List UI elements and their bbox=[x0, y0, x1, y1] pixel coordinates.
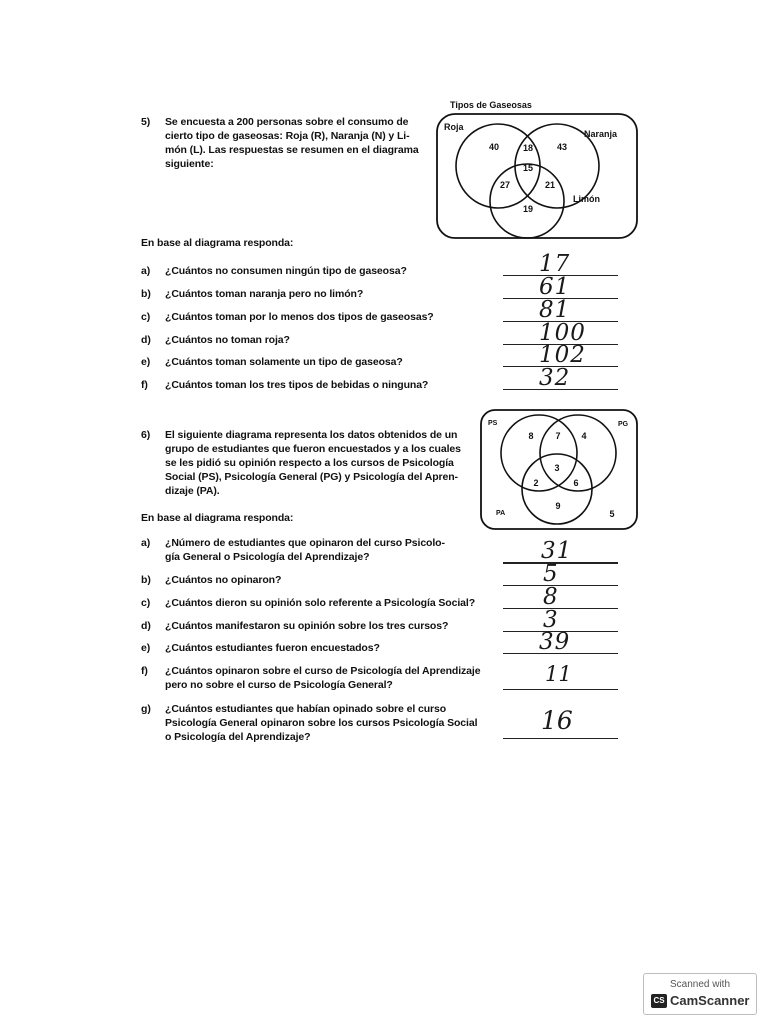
item-text-line: pero no sobre el curso de Psicología General? bbox=[165, 679, 393, 691]
venn-region-all-three: 3 bbox=[554, 463, 560, 473]
item-text: ¿Cuántos toman por lo menos dos tipos de gaseosas? bbox=[165, 311, 434, 323]
item-letter: f) bbox=[141, 379, 148, 391]
venn-label-roja: Roja bbox=[444, 122, 464, 132]
answer-field[interactable]: 11 bbox=[545, 662, 572, 686]
item-text bbox=[165, 619, 448, 633]
venn-region-naranja-only: 43 bbox=[556, 142, 568, 152]
venn-region-outside: 5 bbox=[609, 509, 615, 519]
question-6-line: El siguiente diagrama representa los datos obtenidos de un bbox=[165, 429, 458, 441]
venn-label-naranja: Naranja bbox=[584, 129, 618, 139]
watermark-scanned-text: Scanned with bbox=[669, 979, 731, 990]
venn-title: Tipos de Gaseosas bbox=[450, 100, 532, 110]
venn-region-limon-only: 19 bbox=[522, 204, 534, 214]
item-text-line: ¿Cuántos estudiantes fueron encuestados? bbox=[165, 642, 380, 654]
venn-region-all-three: 15 bbox=[522, 163, 534, 173]
question-5-intro: En base al diagrama responda: bbox=[141, 237, 294, 249]
item-letter: b) bbox=[141, 574, 151, 586]
venn-diagram-psicologia bbox=[476, 407, 642, 533]
item-text bbox=[165, 573, 281, 587]
question-5-line: món (L). Las respuestas se resumen en el diagrama bbox=[165, 144, 419, 156]
venn-region-ps-pa: 2 bbox=[533, 478, 539, 488]
item-text: ¿Cuántos toman solamente un tipo de gaseosa? bbox=[165, 356, 403, 368]
answer-field[interactable]: 100 bbox=[503, 322, 618, 345]
question-5-text bbox=[165, 115, 430, 171]
question-6-line: Social (PS), Psicología General (PG) y Psicología del Apren- bbox=[165, 471, 458, 483]
question-5-line: Se encuesta a 200 personas sobre el consumo de bbox=[165, 116, 409, 128]
item-text-line: ¿Cuántos manifestaron su opinión sobre los tres cursos? bbox=[165, 620, 449, 632]
item-text-line: ¿Cuántos dieron su opinión solo referente a Psicología Social? bbox=[165, 597, 476, 609]
answer-field[interactable]: 5 bbox=[503, 563, 618, 586]
question-6-text bbox=[165, 428, 475, 498]
venn-label-ps: PS bbox=[488, 420, 498, 427]
item-text bbox=[165, 641, 380, 655]
item-letter: g) bbox=[141, 703, 151, 715]
venn-region-roja-naranja: 18 bbox=[522, 143, 534, 153]
answer-field[interactable]: 17 bbox=[503, 253, 618, 276]
venn-region-ps-pg: 7 bbox=[555, 431, 561, 441]
venn-region-roja-only: 40 bbox=[488, 142, 500, 152]
answer-field[interactable]: 81 bbox=[503, 299, 618, 322]
question-6-line: dizaje (PA). bbox=[165, 485, 220, 497]
question-6-line: se les pidió su opinión respecto a los cursos de Psicología bbox=[165, 457, 454, 469]
item-letter: d) bbox=[141, 334, 151, 346]
item-text bbox=[165, 702, 477, 744]
item-letter: a) bbox=[141, 265, 151, 277]
venn-diagram-gaseosas bbox=[430, 96, 640, 242]
answer-underline bbox=[503, 738, 618, 739]
answer-field[interactable]: 61 bbox=[503, 276, 618, 299]
answer-field[interactable]: 31 bbox=[503, 540, 618, 563]
question-5-line: siguiente: bbox=[165, 158, 214, 170]
item-text: ¿Cuántos no toman roja? bbox=[165, 334, 290, 346]
venn-label-limon: Limón bbox=[573, 194, 600, 204]
camscanner-watermark bbox=[643, 973, 757, 1015]
venn-label-pa: PA bbox=[496, 510, 506, 517]
item-letter: b) bbox=[141, 288, 151, 300]
answer-field[interactable]: 102 bbox=[503, 344, 618, 367]
answer-field[interactable]: 3 bbox=[503, 609, 618, 632]
item-text: ¿Cuántos toman los tres tipos de bebidas o ninguna? bbox=[165, 379, 429, 391]
venn-circle-ps bbox=[501, 415, 577, 491]
venn-label-pg: PG bbox=[618, 421, 629, 428]
watermark-brand: CamScanner bbox=[670, 993, 750, 1008]
item-letter: e) bbox=[141, 642, 151, 654]
venn-region-ps-only: 8 bbox=[528, 431, 534, 441]
item-text bbox=[165, 536, 445, 564]
venn-region-naranja-limon: 21 bbox=[544, 180, 556, 190]
question-6-intro: En base al diagrama responda: bbox=[141, 512, 294, 524]
item-text-line: ¿Cuántos no opinaron? bbox=[165, 574, 282, 586]
venn-region-pa-only: 9 bbox=[555, 501, 561, 511]
answer-field[interactable]: 16 bbox=[541, 706, 573, 735]
item-letter: a) bbox=[141, 537, 151, 549]
venn-region-pg-pa: 6 bbox=[573, 478, 579, 488]
item-text bbox=[165, 596, 475, 610]
answer-field[interactable]: 39 bbox=[503, 631, 618, 654]
item-text-line: ¿Cuántos opinaron sobre el curso de Psicología del Aprendizaje bbox=[165, 665, 481, 677]
venn-region-pg-only: 4 bbox=[581, 431, 587, 441]
question-5-number: 5) bbox=[141, 116, 151, 128]
question-6-line: grupo de estudiantes que fueron encuestados y a los cuales bbox=[165, 443, 461, 455]
item-text-line: Psicología General opinaron sobre los cursos Psicología Social bbox=[165, 717, 478, 729]
item-text: ¿Cuántos toman naranja pero no limón? bbox=[165, 288, 364, 300]
item-letter: d) bbox=[141, 620, 151, 632]
item-text-line: gía General o Psicología del Aprendizaje? bbox=[165, 551, 370, 563]
camscanner-logo-icon: CS bbox=[651, 994, 667, 1008]
question-5-line: cierto tipo de gaseosas: Roja (R), Naranja (N) y Li- bbox=[165, 130, 410, 142]
item-letter: c) bbox=[141, 597, 151, 609]
item-letter: f) bbox=[141, 665, 148, 677]
answer-field[interactable]: 8 bbox=[503, 586, 618, 609]
item-text-line: o Psicología del Aprendizaje? bbox=[165, 731, 311, 743]
item-letter: e) bbox=[141, 356, 151, 368]
answer-field[interactable]: 32 bbox=[503, 367, 618, 390]
answer-underline bbox=[503, 689, 618, 690]
item-text: ¿Cuántos no consumen ningún tipo de gaseosa? bbox=[165, 265, 407, 277]
venn-circle-limon bbox=[490, 164, 564, 238]
item-text bbox=[165, 664, 480, 692]
question-6-number: 6) bbox=[141, 429, 151, 441]
venn-region-roja-limon: 27 bbox=[499, 180, 511, 190]
item-text-line: ¿Cuántos estudiantes que habían opinado sobre el curso bbox=[165, 703, 447, 715]
item-letter: c) bbox=[141, 311, 151, 323]
item-text-line: ¿Número de estudiantes que opinaron del curso Psicolo- bbox=[165, 537, 445, 549]
